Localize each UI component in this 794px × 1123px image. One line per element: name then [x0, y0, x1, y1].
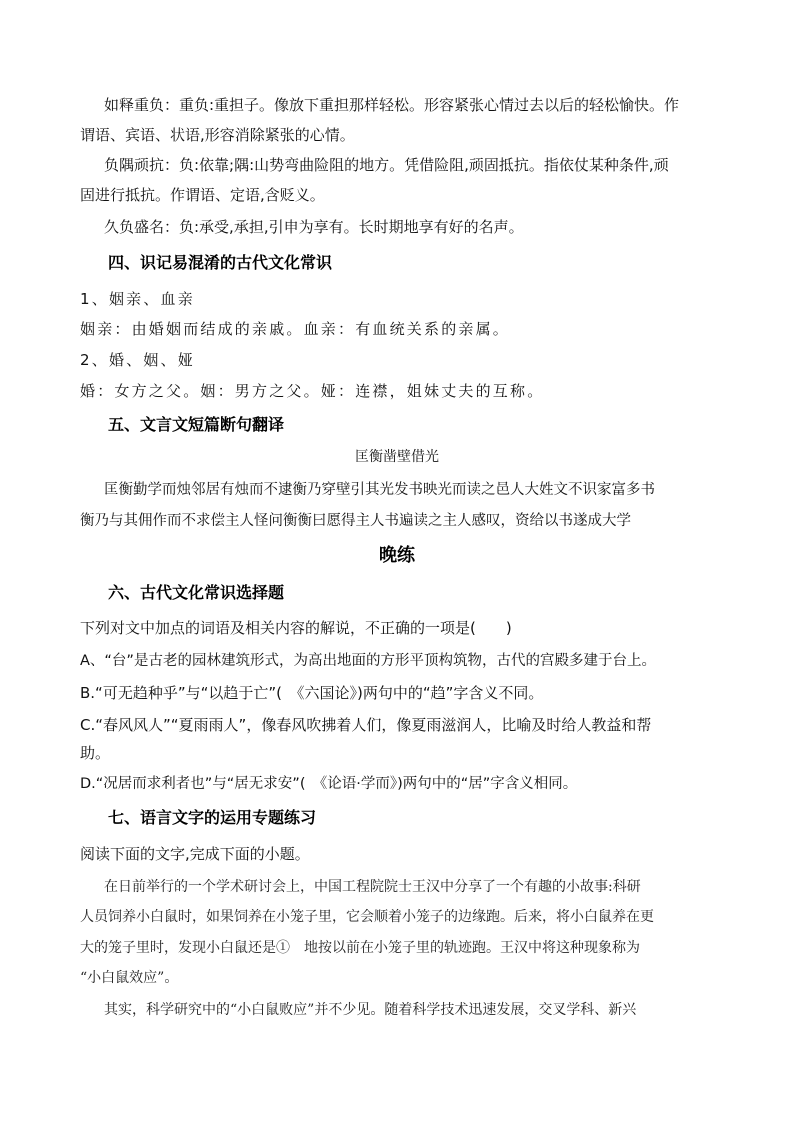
evening-practice-title: 晚练 [379, 545, 415, 566]
section-7-heading: 七、语言文字的运用专题练习 [108, 808, 317, 827]
section-4-item-1-text: 姻亲：由婚姻而结成的亲戚。血亲：有血统关系的亲属。 [80, 320, 511, 338]
passage-line-2: 衡乃与其佣作而不求偿主人怪问衡衡曰愿得主人书遍读之主人感叹，资给以书遂成大学 [80, 513, 631, 529]
section-7-instruction: 阅读下面的文字,完成下面的小题。 [80, 845, 310, 863]
option-c-line-1: C.“春风风人”“夏雨雨人”，像春风吹拂着人们，像夏雨滋润人，比喻及时给人教益和帮 [80, 716, 652, 734]
passage-line-1: 匡衡勤学而烛邻居有烛而不逮衡乃穿壁引其光发书映光而读之邑人大姓文不识家富多书 [104, 482, 655, 498]
story-line-2: 人员饲养小白鼠时，如果饲养在小笼子里，它会顺着小笼子的边缘跑。后来，将小白鼠养在更 [80, 909, 654, 925]
section-6-heading: 六、古代文化常识选择题 [108, 583, 285, 602]
option-d: D.“况居而求利者也”与“居无求安”( 《论语·学而》)两句中的“居”字含义相同。 [80, 776, 578, 792]
story-line-5: 其实，科学研究中的“小白鼠败应”并不少见。随着科学技术迅速发展，交叉学科、新兴 [104, 1002, 637, 1018]
section-4-heading: 四、识记易混淆的古代文化常识 [108, 253, 333, 272]
section-4-item-2-title: 2、婚、姻、娅 [80, 351, 195, 369]
section-4-item-2-text: 婚：女方之父。姻：男方之父。娅：连襟，姐妹丈夫的互称。 [80, 382, 545, 400]
option-b: B.“可无趋种乎”与“以趋于亡”( 《六国论》)两句中的“趋”字含义不同。 [80, 684, 544, 702]
idiom-3-line-1: 久负盛名：负:承受,承担,引申为享有。长时期地享有好的名声。 [104, 218, 524, 236]
question-stem: 下列对文中加点的词语及相关内容的解说，不正确的一项是( ) [80, 619, 512, 637]
passage-title: 匡衡凿壁借光 [355, 449, 439, 465]
story-line-3: 大的笼子里时，发现小白鼠还是① 地按以前在小笼子里的轨迹跑。王汉中将这种现象称为 [80, 940, 640, 956]
idiom-1-line-2: 谓语、宾语、状语,形容消除紧张的心情。 [80, 126, 355, 144]
story-line-1: 在日前举行的一个学术研讨会上，中国工程院院士王汉中分享了一个有趣的小故事:科研 [104, 879, 641, 895]
story-line-4: “小白鼠效应”。 [80, 970, 179, 986]
idiom-1-line-1: 如释重负：重负:重担子。像放下重担那样轻松。形容紧张心情过去以后的轻松愉快。作 [104, 96, 680, 114]
idiom-2-line-1: 负隅顽抗：负:依靠;隅:山势弯曲险阻的地方。凭借险阻,顽固抵抗。指依仗某种条件,顽 [104, 156, 669, 174]
option-c-line-2: 助。 [80, 744, 111, 762]
option-a: A、“台”是古老的园林建筑形式，为高出地面的方形平顶构筑物，古代的宫殿多建于台上。 [80, 653, 656, 669]
section-4-item-1-title: 1、姻亲、血亲 [80, 290, 195, 308]
section-5-heading: 五、文言文短篇断句翻译 [108, 415, 285, 434]
idiom-2-line-2: 固进行抵抗。作谓语、定语,含贬义。 [80, 186, 325, 204]
